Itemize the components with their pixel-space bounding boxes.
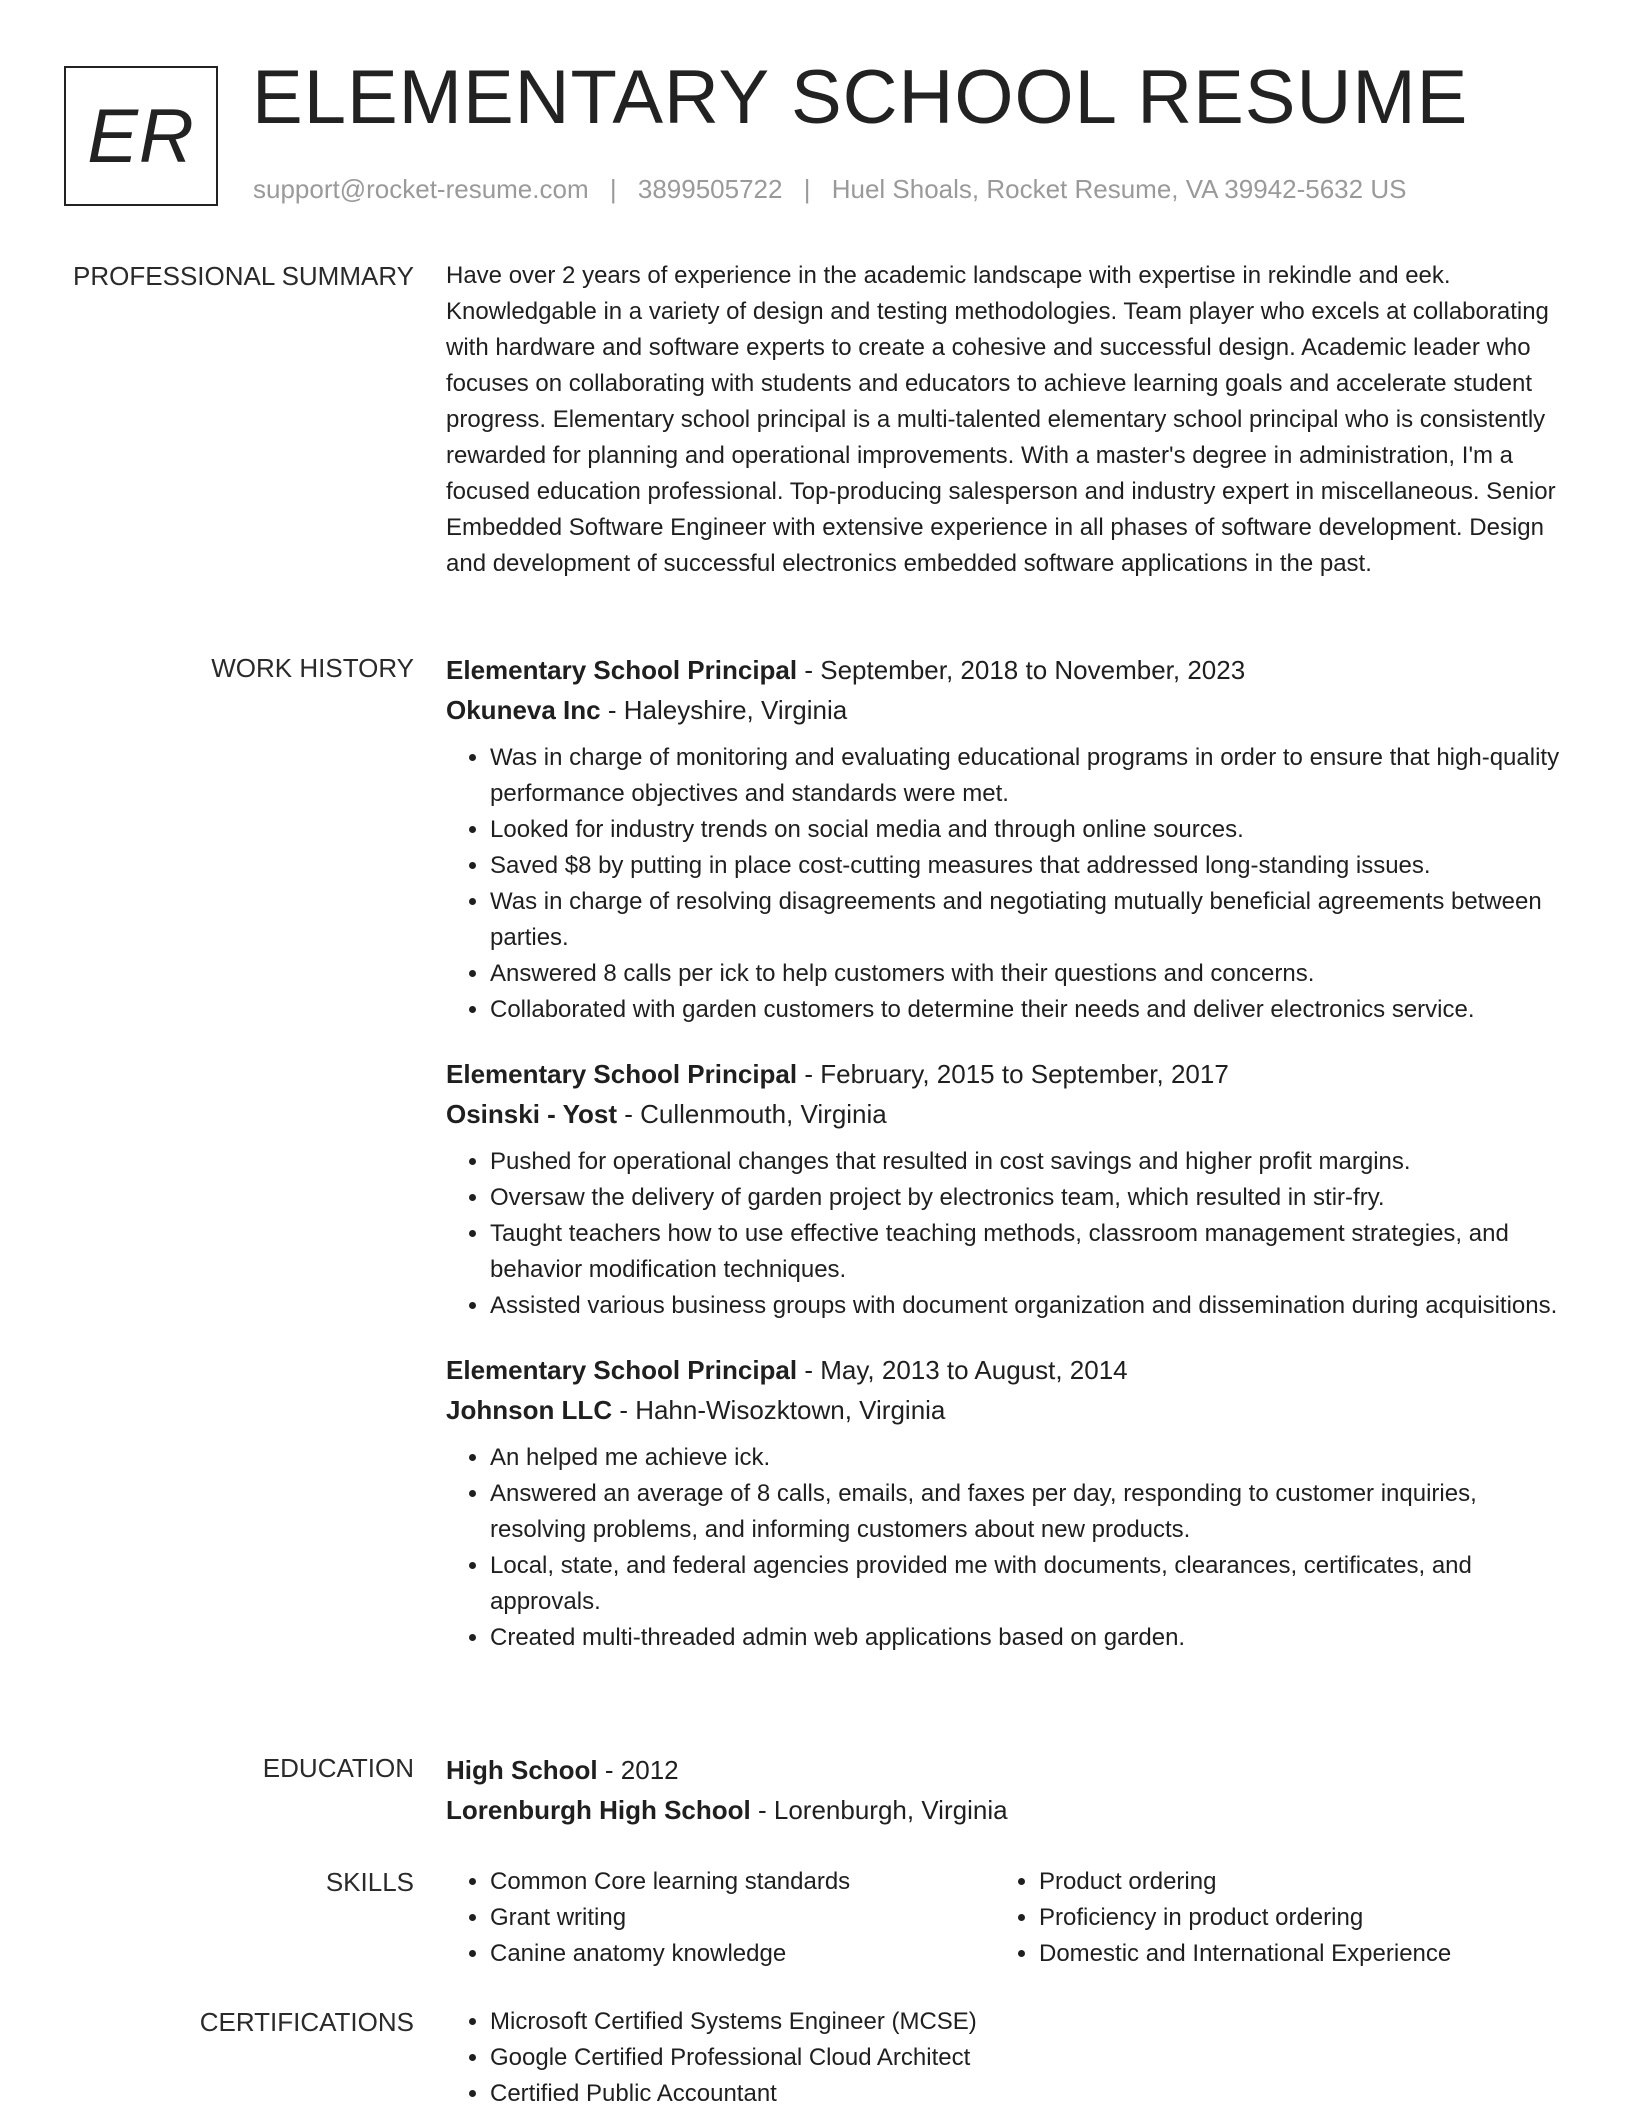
certifications-list <box>446 2004 1568 2112</box>
job-bullet: • Looked for industry trends on social media and through online sources. <box>490 812 1568 848</box>
contact-separator: | <box>803 174 811 204</box>
education-school: Lorenburgh High School <box>446 1795 751 1825</box>
contact-address: Huel Shoals, Rocket Resume, VA 39942-5632 US <box>831 174 1407 204</box>
skill-item: • Proficiency in product ordering <box>1039 1900 1544 1936</box>
job-bullet: • Created multi-threaded admin web applications based on garden. <box>490 1620 1568 1656</box>
skill-item: • Grant writing <box>490 1900 995 1936</box>
job-bullet: • Assisted various business groups with document organization and dissemination during acquisitions. <box>490 1288 1568 1324</box>
summary-text: Have over 2 years of experience in the academic landscape with expertise in rekindle and eek. Knowledgable in a variety of design and testing methodologies. Team player who excels at collaborating with hardware and software experts to create a cohesive and successful design. Academic leader who focuses on collaborating with students and educators to achieve learning goals and accelerate student progress. Elementary school principal is a multi-talented elementary school principal who is consistently rewarded for planning and operational improvements. With a master's degree in administration, I'm a focused education professional. Top-producing salesperson and industry expert in miscellaneous. Senior Embedded Software Engineer with extensive experience in all phases of software development. Design and development of successful electronics embedded software applications in the past. <box>446 262 1556 577</box>
work-history-label: WORK HISTORY <box>211 653 414 683</box>
job-bullet: • Was in charge of monitoring and evaluating educational programs in order to ensure that high-quality performance objectives and standards were met. <box>490 740 1568 812</box>
job-bullet: • An helped me achieve ick. <box>490 1440 1568 1476</box>
job-company: Johnson LLC <box>446 1395 613 1425</box>
job-bullet: • Collaborated with garden customers to determine their needs and deliver electronics service. <box>490 992 1568 1028</box>
summary-content <box>446 258 1568 582</box>
job-bullet: • Local, state, and federal agencies provided me with documents, clearances, certificates, and approvals. <box>490 1548 1568 1620</box>
job-entry <box>446 1350 1568 1656</box>
job-company-line <box>446 1390 1568 1430</box>
job-bullet: • Pushed for operational changes that resulted in cost savings and higher profit margins. <box>490 1144 1568 1180</box>
contact-separator: | <box>609 174 617 204</box>
skill-item: • Domestic and International Experience <box>1039 1936 1544 1972</box>
education-label: EDUCATION <box>262 1753 414 1783</box>
job-dates: - September, 2018 to November, 2023 <box>797 655 1246 685</box>
job-title-line <box>446 650 1568 690</box>
skills-content <box>446 1864 1568 1972</box>
job-entry <box>446 650 1568 1028</box>
monogram-box <box>64 66 218 206</box>
education-degree: High School <box>446 1755 598 1785</box>
resume-title: ELEMENTARY SCHOOL RESUME <box>252 55 1469 140</box>
monogram-initials: ER <box>87 93 195 179</box>
contact-email[interactable]: support@rocket-resume.com <box>253 174 589 204</box>
skill-item: • Common Core learning standards <box>490 1864 995 1900</box>
job-company-line <box>446 1094 1568 1134</box>
job-company: Osinski - Yost <box>446 1099 617 1129</box>
contact-line <box>253 174 1406 205</box>
summary-label: PROFESSIONAL SUMMARY <box>73 261 414 291</box>
job-bullet: • Answered an average of 8 calls, emails, and faxes per day, responding to customer inquiries, resolving problems, and informing customers about new products. <box>490 1476 1568 1548</box>
education-degree-line <box>446 1750 1568 1790</box>
job-bullet: • Answered 8 calls per ick to help customers with their questions and concerns. <box>490 956 1568 992</box>
job-title-line <box>446 1350 1568 1390</box>
job-dates: - May, 2013 to August, 2014 <box>797 1355 1128 1385</box>
skills-label: SKILLS <box>325 1867 414 1897</box>
education-content <box>446 1750 1568 1830</box>
job-location: - Haleyshire, Virginia <box>600 695 848 725</box>
job-bullet: • Oversaw the delivery of garden project by electronics team, which resulted in stir-fry. <box>490 1180 1568 1216</box>
job-title-line <box>446 1054 1568 1094</box>
skill-item: • Canine anatomy knowledge <box>490 1936 995 1972</box>
education-school-line <box>446 1790 1568 1830</box>
certifications-content <box>446 2004 1568 2112</box>
skills-column-2 <box>995 1864 1544 1972</box>
certifications-label: CERTIFICATIONS <box>199 2007 414 2037</box>
job-title: Elementary School Principal <box>446 1059 798 1089</box>
education-location: - Lorenburgh, Virginia <box>750 1795 1008 1825</box>
certification-item: • Certified Public Accountant <box>490 2076 1568 2112</box>
job-bullet: • Saved $8 by putting in place cost-cutting measures that addressed long-standing issues. <box>490 848 1568 884</box>
job-bullets <box>446 1440 1568 1656</box>
skill-item: • Product ordering <box>1039 1864 1544 1900</box>
job-bullets <box>446 740 1568 1028</box>
skills-column-1 <box>446 1864 995 1972</box>
job-bullet: • Taught teachers how to use effective teaching methods, classroom management strategies, and behavior modification techniques. <box>490 1216 1568 1288</box>
job-company: Okuneva Inc <box>446 695 601 725</box>
work-history-content <box>446 650 1568 1682</box>
job-bullets <box>446 1144 1568 1324</box>
certification-item: • Microsoft Certified Systems Engineer (MCSE) <box>490 2004 1568 2040</box>
job-title: Elementary School Principal <box>446 1355 798 1385</box>
job-bullet: • Was in charge of resolving disagreements and negotiating mutually beneficial agreements between parties. <box>490 884 1568 956</box>
education-year: - 2012 <box>597 1755 679 1785</box>
job-company-line <box>446 690 1568 730</box>
job-dates: - February, 2015 to September, 2017 <box>797 1059 1229 1089</box>
contact-phone[interactable]: 3899505722 <box>637 174 783 204</box>
job-location: - Hahn-Wisozktown, Virginia <box>612 1395 946 1425</box>
job-entry <box>446 1054 1568 1324</box>
certification-item: • Google Certified Professional Cloud Architect <box>490 2040 1568 2076</box>
job-title: Elementary School Principal <box>446 655 798 685</box>
job-location: - Cullenmouth, Virginia <box>616 1099 887 1129</box>
